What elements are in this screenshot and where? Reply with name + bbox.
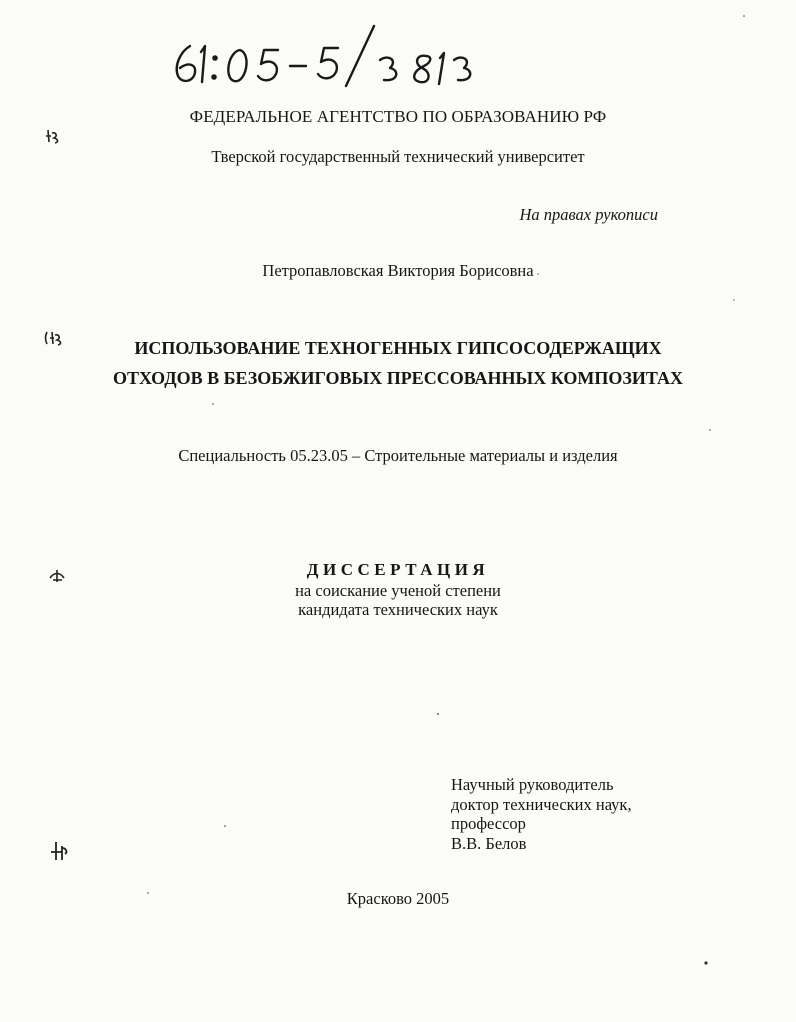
supervisor-role: Научный руководитель [451, 775, 614, 794]
degree-line-1: на соискание ученой степени [295, 581, 501, 600]
author-name: Петропавловская Виктория Борисовна [262, 261, 534, 280]
dissertation-title-line-2: ОТХОДОВ В БЕЗОБЖИГОВЫХ ПРЕССОВАННЫХ КОМПОЗИТАХ [113, 368, 683, 388]
manuscript-rights-note: На правах рукописи [519, 205, 658, 224]
supervisor-title: профессор [451, 814, 526, 833]
specialty-line: Специальность 05.23.05 – Строительные материалы и изделия [178, 446, 618, 465]
degree-line-2: кандидата технических наук [298, 600, 498, 619]
supervisor-name: В.В. Белов [451, 833, 527, 853]
dissertation-title-line-1: ИСПОЛЬЗОВАНИЕ ТЕХНОГЕННЫХ ГИПСОСОДЕРЖАЩИХ [134, 338, 662, 358]
place-and-year: Красково 2005 [346, 889, 450, 908]
supervisor-degree: доктор технических наук, [451, 794, 632, 814]
university-name: Тверской государственный технический университет [211, 147, 585, 166]
agency-name: ФЕДЕРАЛЬНОЕ АГЕНТСТВО ПО ОБРАЗОВАНИЮ РФ [189, 107, 607, 126]
document-type-heading: ДИССЕРТАЦИЯ [306, 560, 490, 579]
